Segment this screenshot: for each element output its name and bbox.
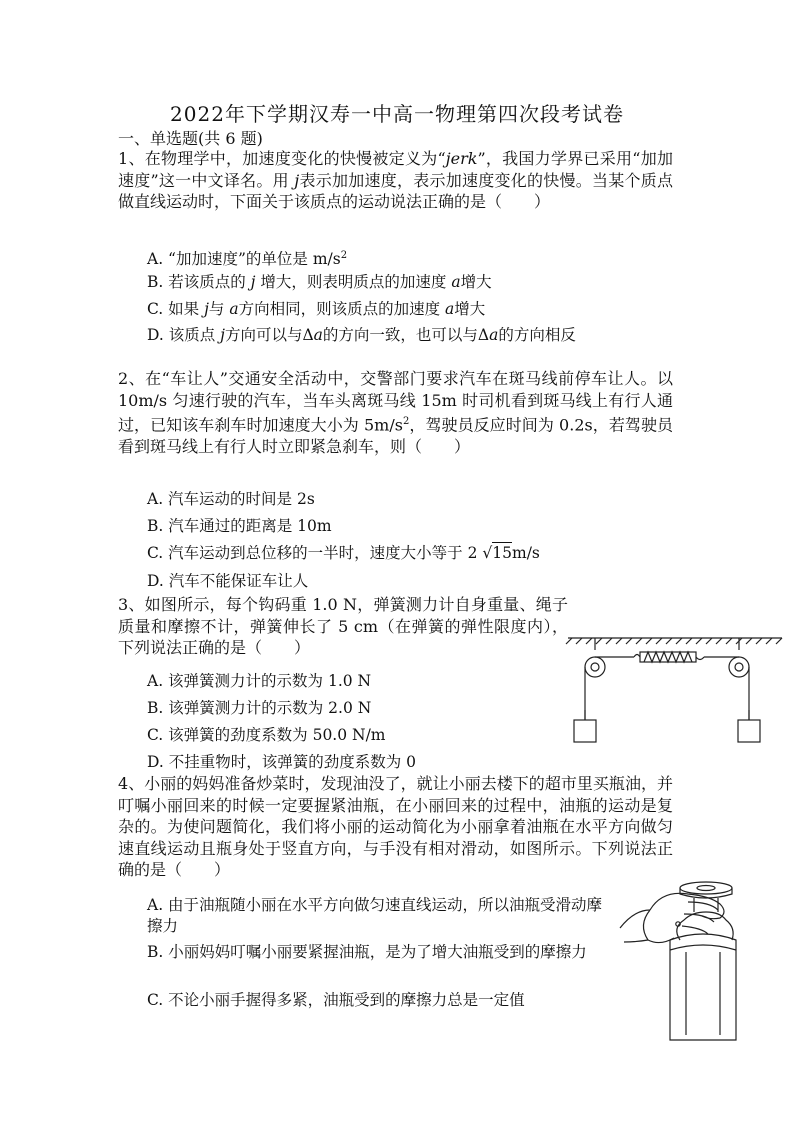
q3-option-a[interactable]: A. 该弹簧测力计的示数为 1.0 N <box>147 672 372 690</box>
q1-option-d-text-c: 的方向一致，也可以与Δ <box>322 326 490 344</box>
question-4: 4、小丽的妈妈准备炒菜时，发现油没了，就让小丽去楼下的超市里买瓶油，并叮嘱小丽回来的时候一定要握紧油瓶，在小丽回来的过程中，油瓶的运动是复杂的。为使问题简化，我们将小丽的运动简化为小丽拿着油瓶在水平方向做匀速直线运动且瓶身处于竖直方向，与手没有相对滑动，如图所示。下列说法正确的是（ ） <box>118 774 673 879</box>
sqrt-sign: √ <box>482 544 493 562</box>
q2-text-a: 2、在“车让人”交通安全活动中，交警部门要求汽车在斑马线前停车让人。以 10m/s 匀速行驶的汽车，当车头离斑马线 15m 时司机看到斑马线上有行人通过，已知该车刹车时加速度大小为 5m/s <box>118 369 673 435</box>
q1-option-a[interactable] <box>147 245 347 270</box>
q2-option-d[interactable]: D. 汽车不能保证车让人 <box>147 572 309 590</box>
q1-option-b-text-c: 增大 <box>460 273 492 291</box>
q2-option-a[interactable]: A. 汽车运动的时间是 2s <box>147 490 315 508</box>
q3-option-c[interactable]: C. 该弹簧的劲度系数为 50.0 N/m <box>147 726 386 744</box>
q1-option-a-text: A. “加加速度”的单位是 m/s <box>147 250 341 269</box>
pulley-spring-figure <box>562 630 787 752</box>
q3-option-b[interactable]: B. 该弹簧测力计的示数为 2.0 N <box>147 699 372 717</box>
q1-option-d-text-d: 的方向相反 <box>498 326 576 344</box>
q2-option-c[interactable] <box>147 543 540 564</box>
section-heading: 一、单选题(共 6 题) <box>118 129 263 148</box>
q1-text-b: ”，我国力学界已采用“加加速度”这一中文译名。用 <box>118 149 673 190</box>
q1-option-b-text-a: B. 若该质点的 <box>147 273 251 291</box>
q1-option-d-text-b: 方向可以与Δ <box>224 326 314 344</box>
question-1 <box>118 148 673 213</box>
q1-option-c-text-a: C. 如果 <box>147 300 205 318</box>
question-2 <box>118 368 673 457</box>
q4-option-a[interactable]: A. 由于油瓶随小丽在水平方向做匀速直线运动，所以油瓶受滑动摩擦力 <box>147 896 603 935</box>
q1-option-b-j: j <box>250 273 256 291</box>
q4-option-b[interactable]: B. 小丽妈妈叮嘱小丽要紧握油瓶，是为了增大油瓶受到的摩擦力 <box>147 943 587 961</box>
q1-option-c-j: j <box>204 300 209 318</box>
q1-option-c-a2: a <box>445 300 455 318</box>
q4-option-c[interactable]: C. 不论小丽手握得多紧，油瓶受到的摩擦力总是一定值 <box>147 991 525 1009</box>
q2-option-c-text-b: m/s <box>512 544 540 562</box>
q2-text-b: ，驾驶员反应时间为 0.2s，若驾驶员看到斑马线上有行人时立即紧急刹车，则（ ） <box>118 415 674 456</box>
q1-jerk: jerk <box>445 149 478 168</box>
page-title: 2022年下学期汉寿一中高一物理第四次段考试卷 <box>170 102 624 126</box>
question-3: 3、如图所示，每个钩码重 1.0 N，弹簧测力计自身重量、绳子质量和摩擦不计，弹簧伸长了 5 cm（在弹簧的弹性限度内），下列说法正确的是（ ） <box>118 595 568 657</box>
q2-option-c-text-a: C. 汽车运动到总位移的一半时，速度大小等于 2 <box>147 544 483 562</box>
oil-bottle-figure <box>610 880 750 1045</box>
q1-option-c-a: a <box>229 300 239 318</box>
q1-option-c-text-c: 方向相同，则该质点的加速度 <box>238 300 446 318</box>
q3-option-d[interactable]: D. 不挂重物时，该弹簧的劲度系数为 0 <box>147 753 417 771</box>
q1-option-d-j: j <box>220 326 225 344</box>
q1-option-d-a: a <box>313 326 323 344</box>
q1-text-a: 1、在物理学中，加速度变化的快慢被定义为“ <box>118 149 446 168</box>
q1-option-d[interactable] <box>147 325 672 346</box>
q2-option-b[interactable]: B. 汽车通过的距离是 10m <box>147 517 332 535</box>
q1-option-b[interactable] <box>147 272 492 293</box>
sqrt-radicand: 15 <box>492 544 513 562</box>
q1-text-c: 表示加加速度，表示加速度变化的快慢。当某个质点做直线运动时，下面关于该质点的运动说法正确的是（ ） <box>118 170 673 211</box>
q2-sup: 2 <box>402 416 410 427</box>
q1-option-c-text-d: 增大 <box>454 300 486 318</box>
q1-option-a-sup: 2 <box>340 250 348 261</box>
q1-j: j <box>294 170 300 190</box>
q1-option-b-text-b: 增大，则表明质点的加速度 <box>255 273 452 291</box>
q1-option-c-text-b: 与 <box>208 300 230 318</box>
q1-option-d-text-a: D. 该质点 <box>147 326 221 344</box>
q1-option-c[interactable] <box>147 299 485 320</box>
q1-option-d-a2: a <box>489 326 499 344</box>
q1-option-b-a: a <box>451 273 461 291</box>
